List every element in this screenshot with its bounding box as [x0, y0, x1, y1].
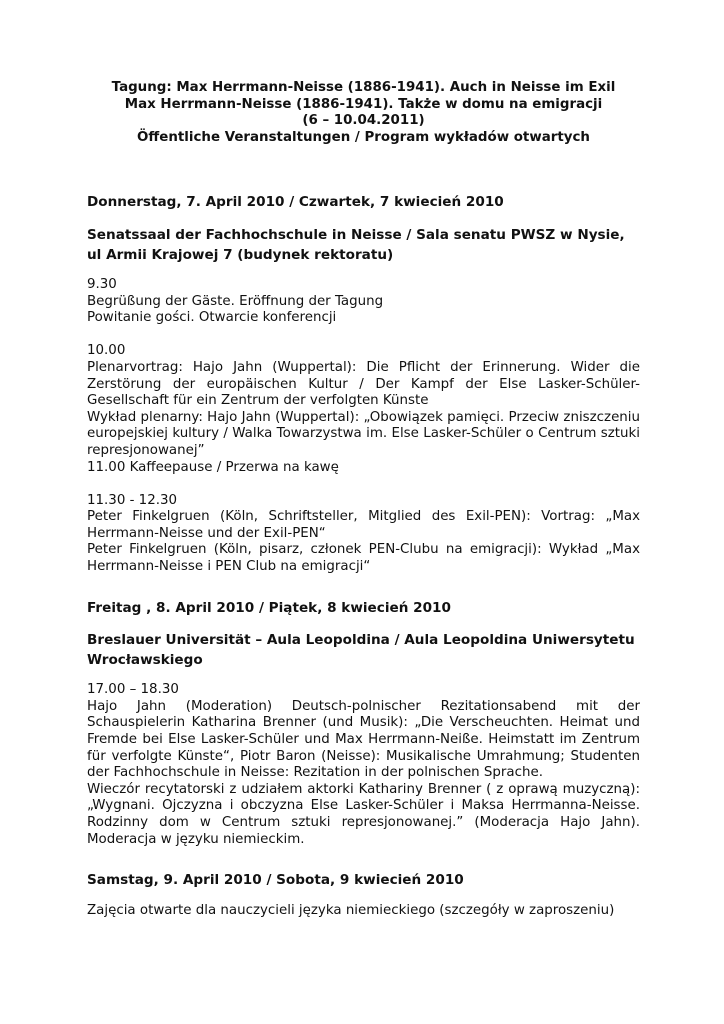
session-text-german: Plenarvortrag: Hajo Jahn (Wuppertal): Die Pflicht der Erinnerung. Wider die Zerstörung der europäischen Kultur / Der Kampf der Else Lasker-Schüler-Gesellschaft für ein Zentrum der verfolgten Künste: [87, 359, 640, 409]
session-line-polish: Powitanie gości. Otwarcie konferencji: [87, 310, 337, 326]
session-time: 10.00: [87, 343, 126, 359]
session-text-polish: Wykład plenarny: Hajo Jahn (Wuppertal): „Obowiązek pamięci. Przeciw zniszczeniu europejskiej kultury / Walka Towarzystwa im. Else Lasker-Schüler o Centrum sztuki represjonowanej”: [87, 409, 640, 458]
day3-text: Zajęcia otwarte dla nauczycieli języka niemieckiego (szczegóły w zaproszeniu): [87, 902, 615, 918]
session-9-30: [87, 277, 640, 327]
session-17-00: [87, 682, 640, 848]
document-title: [87, 80, 640, 146]
title-line-polish: Max Herrmann-Neisse (1886-1941). Także w domu na emigracji: [124, 96, 603, 112]
session-line-german: Begrüßung der Gäste. Eröffnung der Tagung: [87, 293, 384, 309]
title-line-german: Tagung: Max Herrmann-Neisse (1886-1941). Auch in Neisse im Exil: [111, 80, 616, 95]
day1-heading: Donnerstag, 7. April 2010 / Czwartek, 7 kwiecień 2010: [87, 194, 504, 211]
day3-heading: Samstag, 9. April 2010 / Sobota, 9 kwiecień 2010: [87, 872, 464, 889]
session-text-german: Hajo Jahn (Moderation) Deutsch-polnischer Rezitationsabend mit der Schauspielerin Katharina Brenner (und Musik): „Die Verscheuchten. Heimat und Fremde bei Else Lasker-Schüler und Max Herrmann-Neiße. Heimstatt im Zentrum für verfolgte Künste“, Piotr Baron (Neisse): Musikalische Umrahmung; Studenten der Fachhochschule in Neisse: Rezitation in der polnischen Sprache.: [87, 698, 640, 781]
session-text-german: Peter Finkelgruen (Köln, Schriftsteller, Mitglied des Exil-PEN): Vortrag: „Max Herrmann-Neisse und der Exil-PEN“: [87, 509, 640, 541]
session-10-00: [87, 343, 640, 476]
session-time: 17.00 – 18.30: [87, 682, 179, 698]
session-text-polish: Peter Finkelgruen (Köln, pisarz, członek PEN-Clubu na emigracji): Wykład „Max Herrmann-Neisse i PEN Club na emigracji“: [87, 542, 640, 575]
session-time: 11.30 - 12.30: [87, 492, 178, 508]
day1-venue: Senatssaal der Fachhochschule in Neisse / Sala senatu PWSZ w Nysie, ul Armii Krajowej 7 (budynek rektoratu): [87, 226, 625, 263]
day2-venue: Breslauer Universität – Aula Leopoldina / Aula Leopoldina Uniwersytetu Wrocławskiego: [87, 632, 635, 669]
coffee-break: 11.00 Kaffeepause / Przerwa na kawę: [87, 459, 339, 475]
session-11-30: [87, 493, 640, 576]
title-dates: (6 – 10.04.2011): [302, 113, 425, 129]
day2-heading: Freitag , 8. April 2010 / Piątek, 8 kwiecień 2010: [87, 599, 451, 616]
document-page: [87, 80, 640, 919]
title-program: Öffentliche Veranstaltungen / Program wykładów otwartych: [137, 129, 590, 145]
session-time: 9.30: [87, 276, 117, 292]
session-text-polish: Wieczór recytatorski z udziałem aktorki Katharinу Brenner ( z oprawą muzyczną): „Wygnani. Ojczyzna i obczyzna Else Lasker-Schüler i Maksa Herrmanna-Neisse. Rodzinny dom w Centrum sztuki represjonowanej.” (Moderacja Hajo Jahn). Moderacja w języku niemieckim.: [87, 781, 640, 847]
